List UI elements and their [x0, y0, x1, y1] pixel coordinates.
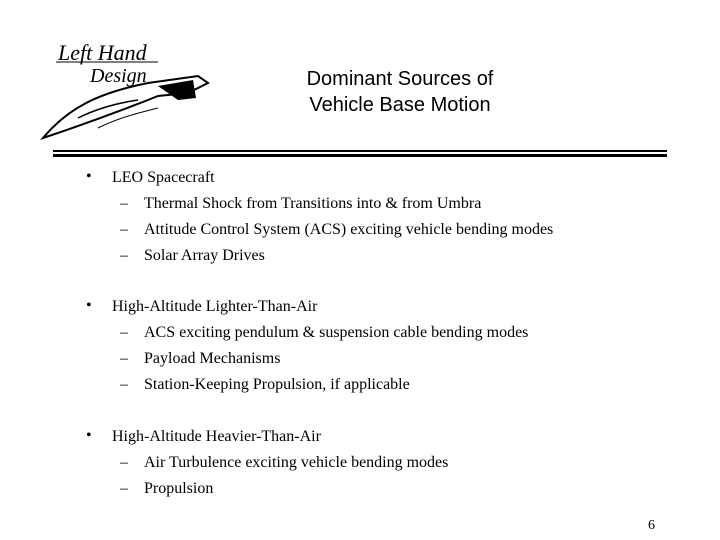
dash-icon: – [120, 195, 128, 212]
item-text: Attitude Control System (ACS) exciting vehicle bending modes [144, 221, 554, 238]
page-number: 6 [648, 518, 655, 533]
slide-title [250, 66, 550, 118]
list-item [120, 479, 214, 499]
dash-icon: – [120, 247, 128, 264]
bullet-icon: • [86, 297, 92, 314]
item-text: Station-Keeping Propulsion, if applicable [144, 376, 410, 393]
item-text: Propulsion [144, 480, 214, 497]
list-item [120, 323, 529, 343]
dash-icon: – [120, 376, 128, 393]
list-item [120, 375, 410, 395]
section-heading: LEO Spacecraft [112, 169, 215, 186]
item-text: Air Turbulence exciting vehicle bending modes [144, 454, 449, 471]
header-divider-thin [53, 150, 667, 152]
bullet-icon: • [86, 168, 92, 185]
list-item [120, 194, 482, 214]
dash-icon: – [120, 454, 128, 471]
section-heading: High-Altitude Lighter-Than-Air [112, 298, 318, 315]
dash-icon: – [120, 350, 128, 367]
header-divider-thick [53, 154, 667, 157]
logo-hand-icon [38, 38, 238, 148]
dash-icon: – [120, 324, 128, 341]
list-item [120, 220, 554, 240]
dash-icon: – [120, 221, 128, 238]
list-item [120, 349, 281, 369]
item-text: ACS exciting pendulum & suspension cable bending modes [144, 324, 529, 341]
item-text: Solar Array Drives [144, 247, 265, 264]
svg-text:Left Hand: Left Hand [58, 40, 147, 65]
list-item [120, 246, 265, 266]
bullet-icon: • [86, 427, 92, 444]
list-item [120, 453, 449, 473]
title-line-2: Vehicle Base Motion [309, 94, 491, 116]
dash-icon: – [120, 480, 128, 497]
item-text: Thermal Shock from Transitions into & from Umbra [144, 195, 482, 212]
section-heading: High-Altitude Heavier-Than-Air [112, 428, 321, 445]
svg-text:Design: Design [90, 65, 147, 87]
left-hand-design-logo [38, 38, 238, 148]
item-text: Payload Mechanisms [144, 350, 281, 367]
title-line-1: Dominant Sources of [306, 68, 494, 90]
